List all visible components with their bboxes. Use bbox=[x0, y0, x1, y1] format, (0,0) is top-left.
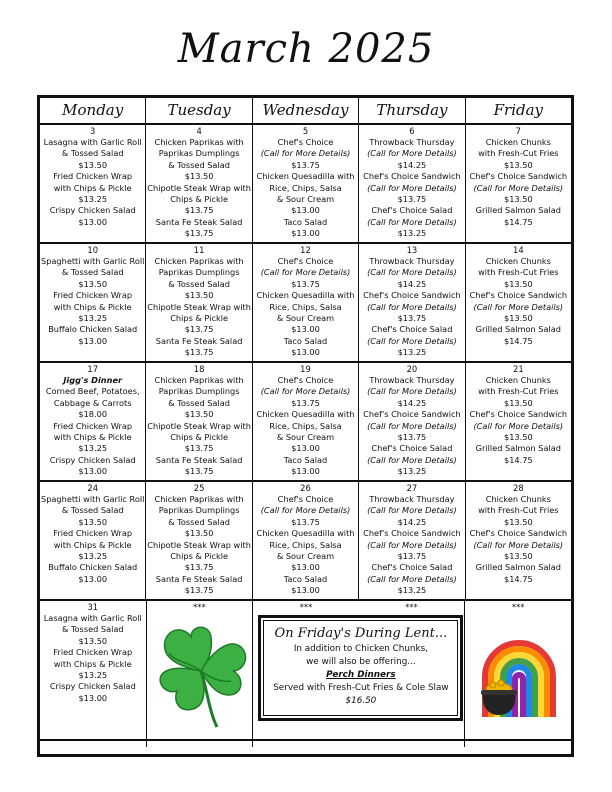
menu-line: with Fresh-Cut Fries bbox=[478, 386, 559, 397]
menu-line: $13.50 bbox=[184, 528, 214, 539]
rainbow-pot-of-gold-icon bbox=[471, 621, 567, 721]
menu-line: Chips & Pickle bbox=[170, 432, 229, 443]
menu-line: $13.50 bbox=[504, 516, 533, 527]
menu-line: $13.00 bbox=[291, 466, 320, 477]
day-cell bbox=[147, 601, 254, 747]
four-leaf-clover-icon bbox=[151, 619, 251, 731]
menu-line: & Tossed Salad bbox=[61, 148, 124, 159]
menu-line: & Tossed Salad bbox=[61, 505, 124, 516]
day-number: 5 bbox=[302, 126, 309, 136]
menu-line: Santa Fe Steak Salad bbox=[155, 216, 243, 227]
lent-special-box bbox=[258, 615, 463, 721]
day-number: 27 bbox=[406, 483, 418, 493]
menu-line: $13.75 bbox=[184, 228, 214, 239]
day-cell bbox=[466, 244, 571, 361]
menu-line: Spaghetti with Garlic Roll bbox=[41, 494, 145, 504]
day-cell bbox=[146, 363, 252, 480]
menu-line: Chipotle Steak Wrap with bbox=[147, 182, 251, 193]
menu-line: (Call for More Details) bbox=[473, 420, 564, 431]
day-number: 7 bbox=[515, 126, 521, 136]
menu-line: Fried Chicken Wrap bbox=[53, 171, 133, 182]
menu-line: $13.50 bbox=[184, 171, 214, 182]
menu-line: Chef's Choice Sandwich bbox=[363, 171, 461, 182]
menu-line: $13.75 bbox=[184, 466, 214, 477]
menu-line: $13.50 bbox=[504, 194, 533, 205]
menu-line: Chef's Choice bbox=[277, 494, 334, 504]
menu-line: Lasagna with Garlic Roll bbox=[43, 613, 142, 623]
menu-line: (Call for More Details) bbox=[473, 539, 564, 550]
menu-line: $13.25 bbox=[397, 466, 427, 477]
menu-line: Chef's Choice Sandwich bbox=[363, 528, 461, 539]
menu-line: Fried Chicken Wrap bbox=[53, 647, 133, 658]
menu-line: Paprikas Dumplings bbox=[158, 267, 240, 278]
menu-line: Chicken Paprikas with bbox=[154, 375, 244, 385]
menu-line: Grilled Salmon Salad bbox=[475, 443, 561, 454]
lent-title: On Friday's During Lent... bbox=[274, 626, 448, 641]
menu-line: Buffalo Chicken Salad bbox=[48, 562, 138, 573]
lent-special-price: $16.50 bbox=[345, 696, 377, 706]
menu-line: Chipotle Steak Wrap with bbox=[147, 301, 251, 312]
day-cell bbox=[359, 125, 465, 242]
menu-line: Chef's Choice bbox=[277, 256, 334, 266]
lent-special-detail: Served with Fresh-Cut Fries & Cole Slaw bbox=[273, 683, 449, 693]
day-cell bbox=[146, 482, 252, 599]
weekday-header-tuesday: Tuesday bbox=[146, 98, 252, 123]
menu-line: $13.75 bbox=[291, 159, 320, 170]
menu-line: $13.75 bbox=[184, 585, 214, 596]
day-number: 21 bbox=[512, 364, 524, 374]
menu-line: $13.50 bbox=[78, 278, 108, 289]
menu-line: $13.50 bbox=[78, 516, 108, 527]
day-cell bbox=[40, 482, 146, 599]
menu-line: & Tossed Salad bbox=[61, 624, 124, 635]
menu-line: (Call for More Details) bbox=[367, 216, 457, 227]
menu-line: $14.25 bbox=[397, 516, 427, 527]
day-cell bbox=[359, 244, 465, 361]
day-number: 20 bbox=[406, 364, 418, 374]
day-number: 31 bbox=[87, 602, 99, 612]
menu-line: Chef's Choice Sandwich bbox=[469, 409, 568, 420]
day-number: 17 bbox=[87, 364, 99, 374]
menu-line: Grilled Salmon Salad bbox=[475, 562, 561, 573]
menu-line: $13.00 bbox=[291, 347, 320, 358]
menu-line: $13.00 bbox=[78, 466, 108, 477]
menu-line: Chef's Choice bbox=[277, 137, 334, 147]
menu-line: Rice, Chips, Salsa bbox=[269, 182, 342, 193]
menu-line: with Fresh-Cut Fries bbox=[478, 505, 559, 516]
day-number: 24 bbox=[87, 483, 99, 493]
menu-line: Chicken Paprikas with bbox=[154, 494, 244, 504]
menu-line: Throwback Thursday bbox=[369, 375, 455, 385]
menu-line: $13.75 bbox=[397, 432, 427, 443]
menu-line: $13.75 bbox=[291, 516, 320, 527]
menu-line: & Tossed Salad bbox=[168, 516, 230, 527]
menu-line: (Call for More Details) bbox=[473, 301, 564, 312]
menu-line: Throwback Thursday bbox=[369, 494, 455, 504]
day-cell bbox=[40, 363, 146, 480]
menu-line: Santa Fe Steak Salad bbox=[155, 454, 243, 465]
day-number: 18 bbox=[193, 364, 205, 374]
menu-line: Chicken Quesadilla with bbox=[256, 290, 355, 301]
day-cell bbox=[40, 244, 146, 361]
menu-line: Chips & Pickle bbox=[170, 551, 229, 562]
lent-special-name: Perch Dinners bbox=[326, 670, 396, 680]
menu-line: Grilled Salmon Salad bbox=[475, 324, 561, 335]
menu-line: Chips & Pickle bbox=[170, 194, 229, 205]
menu-line: (Call for More Details) bbox=[260, 267, 351, 278]
menu-line: Lasagna with Garlic Roll bbox=[43, 137, 142, 147]
menu-line: Taco Salad bbox=[283, 216, 328, 227]
day-number: 12 bbox=[300, 245, 311, 255]
menu-line: $13.50 bbox=[184, 290, 214, 301]
menu-line: (Call for More Details) bbox=[473, 182, 564, 193]
menu-line: $14.25 bbox=[397, 278, 427, 289]
menu-line: Taco Salad bbox=[283, 335, 328, 346]
menu-line: with Chips & Pickle bbox=[53, 301, 132, 312]
day-cell bbox=[146, 125, 252, 242]
menu-line: $13.50 bbox=[504, 432, 533, 443]
menu-line: (Call for More Details) bbox=[260, 386, 351, 397]
day-number: 13 bbox=[406, 245, 418, 255]
bottom-band bbox=[40, 739, 571, 741]
menu-line: Buffalo Chicken Salad bbox=[48, 324, 138, 335]
menu-line: $13.00 bbox=[78, 692, 108, 703]
menu-line: (Call for More Details) bbox=[367, 182, 457, 193]
menu-line: Corned Beef, Potatoes, bbox=[45, 386, 140, 397]
menu-line: $13.75 bbox=[291, 397, 320, 408]
menu-line: $13.00 bbox=[78, 335, 108, 346]
menu-line: $13.25 bbox=[397, 347, 427, 358]
menu-line: Chef's Choice Salad bbox=[371, 324, 453, 335]
weekday-header-friday: Friday bbox=[493, 101, 544, 119]
day-cell bbox=[466, 363, 571, 480]
menu-line: $18.00 bbox=[78, 409, 108, 420]
menu-line: Jigg's Dinner bbox=[63, 375, 123, 385]
menu-line: (Call for More Details) bbox=[367, 420, 457, 431]
menu-line: $13.75 bbox=[397, 194, 427, 205]
menu-line: (Call for More Details) bbox=[367, 267, 457, 278]
day-cell bbox=[253, 125, 359, 242]
menu-line: $13.75 bbox=[184, 443, 214, 454]
menu-line: & Tossed Salad bbox=[168, 278, 230, 289]
menu-line: (Call for More Details) bbox=[367, 386, 457, 397]
menu-line: with Chips & Pickle bbox=[53, 539, 132, 550]
menu-line: Santa Fe Steak Salad bbox=[155, 573, 243, 584]
day-number: 3 bbox=[90, 126, 96, 136]
day-number: 6 bbox=[409, 126, 415, 136]
menu-line: Chipotle Steak Wrap with bbox=[147, 420, 251, 431]
menu-line: $13.50 bbox=[184, 409, 214, 420]
menu-line: $13.00 bbox=[291, 585, 320, 596]
menu-line: with Fresh-Cut Fries bbox=[478, 267, 559, 278]
menu-line: $13.75 bbox=[184, 347, 214, 358]
menu-line: Cabbage & Carrots bbox=[53, 397, 132, 408]
menu-line: Chef's Choice Sandwich bbox=[469, 290, 568, 301]
menu-line: $13.50 bbox=[504, 278, 533, 289]
menu-line: $13.00 bbox=[291, 228, 320, 239]
week-row bbox=[40, 125, 571, 244]
menu-line: Paprikas Dumplings bbox=[158, 386, 240, 397]
menu-line: $13.00 bbox=[291, 443, 320, 454]
day-cell bbox=[40, 601, 147, 747]
menu-line: Fried Chicken Wrap bbox=[53, 420, 133, 431]
menu-line: $14.75 bbox=[504, 335, 533, 346]
menu-line: $13.75 bbox=[397, 313, 427, 324]
menu-line: (Call for More Details) bbox=[260, 148, 351, 159]
menu-line: $14.75 bbox=[504, 216, 533, 227]
menu-line: & Tossed Salad bbox=[61, 267, 124, 278]
menu-line: $13.25 bbox=[78, 194, 108, 205]
menu-line: $13.00 bbox=[291, 205, 320, 216]
weekday-header-thursday: Thursday bbox=[359, 98, 465, 123]
menu-line: $13.00 bbox=[78, 573, 108, 584]
menu-line: Chef's Choice Salad bbox=[371, 443, 453, 454]
menu-line: $13.00 bbox=[78, 216, 108, 227]
clover-illustration bbox=[147, 601, 253, 747]
menu-line: Crispy Chicken Salad bbox=[49, 454, 136, 465]
day-number: 14 bbox=[512, 245, 524, 255]
day-number: 26 bbox=[300, 483, 311, 493]
menu-line: Chicken Quesadilla with bbox=[256, 171, 355, 182]
menu-line: (Call for More Details) bbox=[367, 505, 457, 516]
day-cell bbox=[253, 244, 359, 361]
day-cell bbox=[359, 482, 465, 599]
menu-line: Chicken Chunks bbox=[485, 137, 551, 147]
menu-line: $14.25 bbox=[397, 159, 427, 170]
day-cell bbox=[466, 482, 571, 599]
menu-line: Chicken Quesadilla with bbox=[256, 409, 355, 420]
menu-line: (Call for More Details) bbox=[367, 573, 457, 584]
day-number: 10 bbox=[87, 245, 99, 255]
menu-line: & Sour Cream bbox=[276, 551, 335, 562]
menu-line: $13.50 bbox=[504, 551, 533, 562]
weekday-header-wednesday: Wednesday bbox=[253, 98, 359, 123]
menu-line: Rice, Chips, Salsa bbox=[269, 301, 342, 312]
menu-line: & Sour Cream bbox=[276, 313, 335, 324]
menu-line: $13.25 bbox=[397, 585, 427, 596]
menu-line: Paprikas Dumplings bbox=[158, 148, 240, 159]
rainbow-illustration bbox=[465, 601, 571, 747]
menu-line: $13.50 bbox=[504, 313, 533, 324]
week-row bbox=[40, 363, 571, 482]
menu-line: Chicken Paprikas with bbox=[154, 137, 244, 147]
menu-line: (Call for More Details) bbox=[367, 148, 457, 159]
day-cell bbox=[465, 601, 571, 747]
day-cell bbox=[146, 244, 252, 361]
menu-line: Chef's Choice Salad bbox=[371, 205, 453, 216]
day-number: *** bbox=[193, 602, 206, 612]
menu-line: $13.50 bbox=[504, 397, 533, 408]
day-cell bbox=[253, 363, 359, 480]
menu-line: $13.75 bbox=[397, 551, 427, 562]
menu-line: & Sour Cream bbox=[276, 194, 335, 205]
weekday-header-monday: Monday bbox=[40, 98, 146, 123]
menu-line: Chicken Chunks bbox=[485, 375, 551, 385]
menu-line: $13.00 bbox=[291, 562, 320, 573]
menu-line: Chicken Chunks bbox=[485, 256, 551, 266]
menu-line: Crispy Chicken Salad bbox=[49, 205, 136, 216]
menu-line: Chipotle Steak Wrap with bbox=[147, 539, 251, 550]
menu-line: Throwback Thursday bbox=[369, 256, 455, 266]
menu-line: (Call for More Details) bbox=[367, 335, 457, 346]
menu-line: Chef's Choice Sandwich bbox=[363, 290, 461, 301]
menu-line: (Call for More Details) bbox=[260, 505, 351, 516]
menu-line: $13.25 bbox=[78, 443, 108, 454]
menu-line: Chef's Choice Sandwich bbox=[469, 528, 568, 539]
menu-line: $13.50 bbox=[78, 159, 108, 170]
menu-line: $13.25 bbox=[78, 313, 108, 324]
menu-line: & Sour Cream bbox=[276, 432, 335, 443]
menu-line: $13.25 bbox=[397, 228, 427, 239]
menu-line: $14.75 bbox=[504, 454, 533, 465]
menu-line: with Chips & Pickle bbox=[53, 182, 132, 193]
menu-line: (Call for More Details) bbox=[367, 454, 457, 465]
menu-line: Spaghetti with Garlic Roll bbox=[41, 256, 145, 266]
day-number: *** bbox=[405, 602, 418, 612]
menu-line: $13.00 bbox=[291, 324, 320, 335]
menu-line: with Chips & Pickle bbox=[53, 658, 132, 669]
menu-line: Santa Fe Steak Salad bbox=[155, 335, 243, 346]
day-number: 4 bbox=[196, 126, 202, 136]
menu-line: Chef's Choice Sandwich bbox=[363, 409, 461, 420]
menu-line: $13.50 bbox=[78, 635, 108, 646]
menu-line: (Call for More Details) bbox=[367, 539, 457, 550]
menu-line: Chef's Choice Salad bbox=[371, 562, 453, 573]
day-number: 19 bbox=[300, 364, 311, 374]
day-cell bbox=[253, 482, 359, 599]
day-number: *** bbox=[299, 602, 313, 612]
menu-line: $14.25 bbox=[397, 397, 427, 408]
menu-line: Chicken Quesadilla with bbox=[256, 528, 355, 539]
calendar-grid bbox=[37, 95, 574, 757]
day-cell bbox=[40, 125, 146, 242]
day-cell bbox=[466, 125, 571, 242]
day-number: 28 bbox=[512, 483, 524, 493]
menu-line: & Tossed Salad bbox=[168, 159, 230, 170]
menu-line: Rice, Chips, Salsa bbox=[269, 539, 342, 550]
menu-line: Chips & Pickle bbox=[170, 313, 229, 324]
menu-line: with Fresh-Cut Fries bbox=[478, 148, 559, 159]
menu-line: Paprikas Dumplings bbox=[158, 505, 240, 516]
page-title: March 2025 bbox=[177, 26, 435, 72]
menu-line: Taco Salad bbox=[283, 573, 328, 584]
menu-line: Crispy Chicken Salad bbox=[49, 681, 136, 692]
menu-line: $14.75 bbox=[504, 573, 533, 584]
menu-line: Fried Chicken Wrap bbox=[53, 290, 133, 301]
menu-line: $13.75 bbox=[184, 205, 214, 216]
menu-line: $13.75 bbox=[291, 278, 320, 289]
day-number: 25 bbox=[193, 483, 205, 493]
lent-line: In addition to Chicken Chunks, bbox=[293, 644, 428, 654]
menu-line: $13.50 bbox=[504, 159, 533, 170]
day-number: *** bbox=[511, 602, 525, 612]
menu-line: Rice, Chips, Salsa bbox=[269, 420, 342, 431]
menu-line: Taco Salad bbox=[283, 454, 328, 465]
menu-line: & Tossed Salad bbox=[168, 397, 230, 408]
menu-line: $13.75 bbox=[184, 324, 214, 335]
day-number: 11 bbox=[193, 245, 205, 255]
menu-line: $13.75 bbox=[184, 562, 214, 573]
lent-line: we will also be offering... bbox=[306, 657, 416, 667]
menu-line: Throwback Thursday bbox=[369, 137, 455, 147]
menu-line: Chicken Chunks bbox=[485, 494, 551, 504]
menu-line: Chicken Paprikas with bbox=[154, 256, 244, 266]
menu-line: $13.25 bbox=[78, 551, 108, 562]
menu-line: with Chips & Pickle bbox=[53, 432, 132, 443]
menu-line: Grilled Salmon Salad bbox=[475, 205, 561, 216]
menu-line: $13.25 bbox=[78, 670, 108, 681]
menu-line: Fried Chicken Wrap bbox=[53, 528, 133, 539]
menu-line: (Call for More Details) bbox=[367, 301, 457, 312]
menu-line: Chef's Choice bbox=[277, 375, 334, 385]
day-cell bbox=[359, 363, 465, 480]
week-row bbox=[40, 244, 571, 363]
week-row bbox=[40, 482, 571, 601]
menu-line: Chef's Choice Sandwich bbox=[469, 171, 568, 182]
weekday-header-row bbox=[40, 98, 571, 125]
